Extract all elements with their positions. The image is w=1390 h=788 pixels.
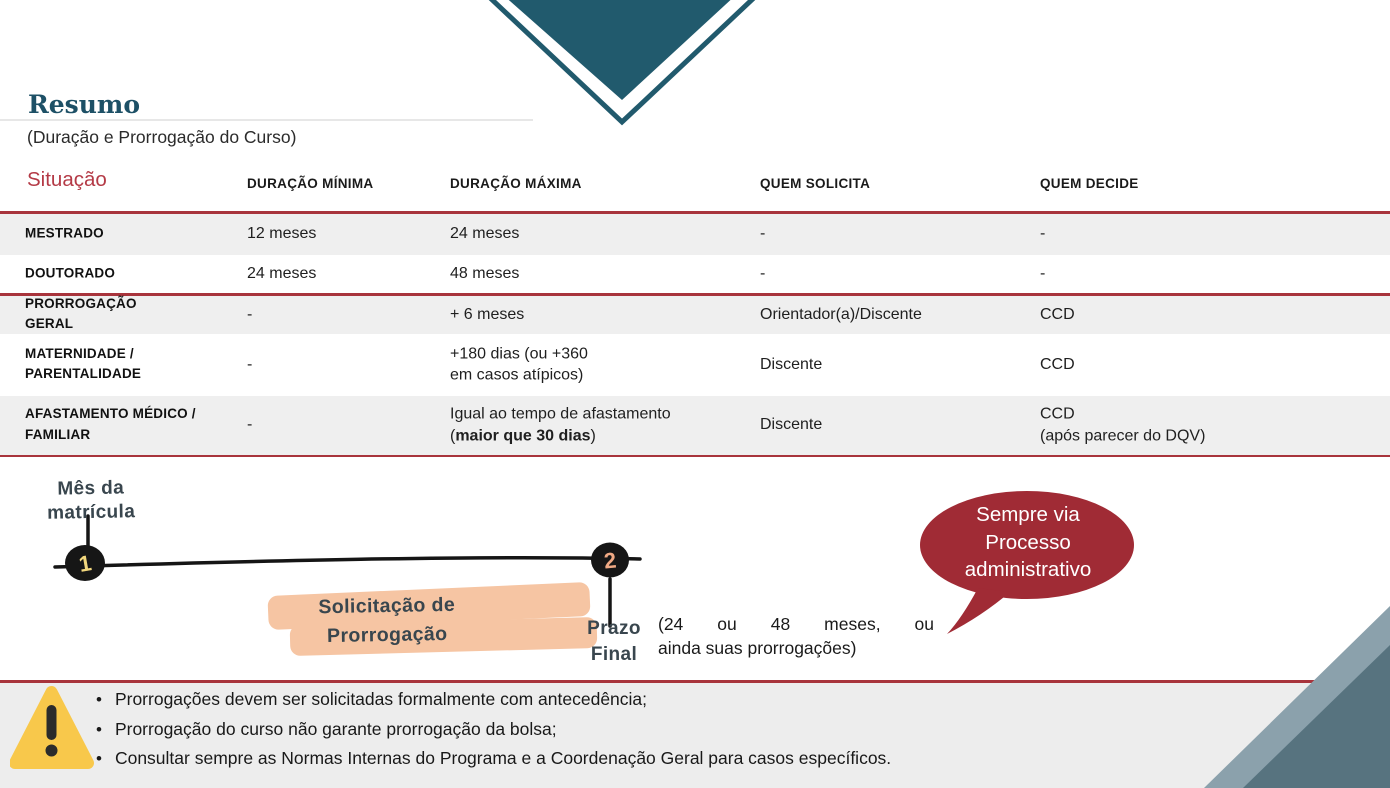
footer-note-item: • Prorrogação do curso não garante prorrogação da bolsa; <box>96 718 557 739</box>
bullet-icon: • <box>96 690 102 709</box>
table-row <box>0 334 1390 396</box>
timeline-end-label: Prazo Final <box>587 618 641 665</box>
cell-duracao-minima: - <box>247 355 253 373</box>
column-header-quem-decide: QUEM DECIDE <box>1040 176 1139 191</box>
row-label: PRORROGAÇÃO GERAL <box>25 295 137 332</box>
speech-bubble-text: Sempre via Processo administrativo <box>964 503 1092 581</box>
cell-quem-decide: CCD <box>1040 355 1075 373</box>
table-row <box>0 214 1390 256</box>
row-label: MATERNIDADE / PARENTALIDADE <box>25 345 142 382</box>
cell-duracao-maxima: 24 meses <box>450 225 520 243</box>
cell-duracao-minima: 24 meses <box>247 265 317 283</box>
footer-notes <box>96 689 891 778</box>
cell-quem-solicita: Discente <box>760 416 823 434</box>
warning-icon <box>10 685 105 785</box>
cell-quem-solicita: Orientador(a)/Discente <box>760 305 922 323</box>
column-header-duracao-minima: DURAÇÃO MÍNIMA <box>247 176 374 191</box>
timeline-point-1-number: 1 <box>76 550 94 577</box>
page-subtitle: (Duração e Prorrogação do Curso) <box>27 127 297 147</box>
row-label: DOUTORADO <box>25 265 116 281</box>
table-row <box>0 396 1390 455</box>
column-header-situacao: Situação <box>27 168 107 191</box>
cell-quem-decide: - <box>1040 265 1046 283</box>
cell-quem-solicita: - <box>760 265 766 283</box>
footer-note-item: • Consultar sempre as Normas Internas do Programa e a Coordenação Geral para casos específicos. <box>96 748 892 768</box>
table-row <box>0 255 1390 293</box>
footer-rule <box>0 680 1390 683</box>
table-bottom-rule <box>0 455 1390 458</box>
page-title: Resumo <box>28 90 141 119</box>
table-row <box>0 296 1390 334</box>
row-label: AFASTAMENTO MÉDICO / FAMILIAR <box>25 406 196 442</box>
timeline-point-2-number: 2 <box>602 547 618 574</box>
cell-duracao-maxima: +180 dias (ou +360 em casos atípicos) <box>450 344 588 384</box>
timeline-note: (24 ou 48 meses, ou ainda suas prorrogações) <box>658 614 934 658</box>
cell-quem-solicita: Discente <box>760 355 823 373</box>
cell-quem-decide: - <box>1040 225 1046 243</box>
row-label: MESTRADO <box>25 225 104 241</box>
bullet-icon: • <box>96 719 102 739</box>
cell-quem-decide: CCD <box>1040 305 1075 323</box>
timeline-highlight-label: Solicitação de Prorrogação <box>318 593 456 648</box>
corner-triangle-decoration <box>1190 588 1390 788</box>
cell-duracao-maxima: + 6 meses <box>450 305 525 323</box>
title-underline <box>0 119 533 121</box>
cell-duracao-minima: - <box>247 416 253 434</box>
summary-table <box>0 214 1390 458</box>
timeline-start-label: Mês da matrícula <box>46 477 136 524</box>
cell-quem-decide: CCD (após parecer do DQV) <box>1040 405 1206 444</box>
bullet-icon: • <box>96 749 102 768</box>
timeline-line <box>55 558 640 567</box>
cell-duracao-maxima: Igual ao tempo de afastamento (maior que 30 dias) <box>450 405 671 444</box>
footer-note-item: • Prorrogações devem ser solicitadas formalmente com antecedência; <box>96 689 648 709</box>
cell-quem-solicita: - <box>760 225 766 243</box>
column-header-duracao-maxima: DURAÇÃO MÁXIMA <box>450 176 582 191</box>
column-header-quem-solicita: QUEM SOLICITA <box>760 176 871 191</box>
cell-duracao-minima: - <box>247 305 253 323</box>
cell-duracao-maxima: 48 meses <box>450 265 520 283</box>
cell-duracao-minima: 12 meses <box>247 225 317 243</box>
